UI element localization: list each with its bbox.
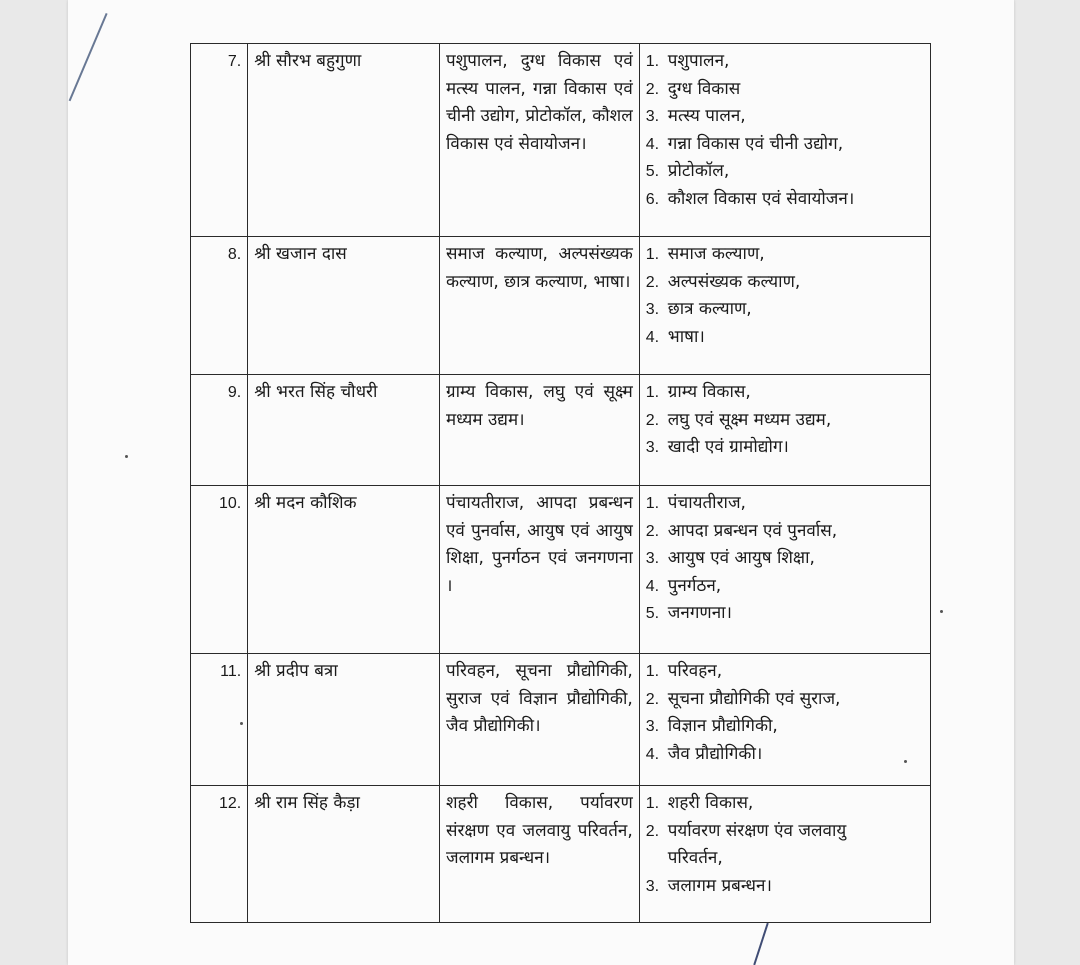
departments-summary: शहरी विकास, पर्यावरण संरक्षण एव जलवायु परिवर्तन, जलागम प्रबन्धन। [439, 786, 639, 923]
minister-portfolio-table [190, 43, 931, 923]
list-item [646, 434, 924, 462]
serial-number: 11. [191, 654, 248, 786]
list-item-number: 3. [645, 550, 660, 567]
list-item [646, 158, 924, 186]
serial-number: 12. [191, 786, 248, 923]
list-item-number: 4. [645, 577, 660, 595]
list-item-number: 2. [645, 80, 660, 98]
serial-number: 8. [191, 237, 248, 375]
list-item-text: अल्पसंख्यक कल्याण, [667, 271, 801, 292]
list-item-text: जनगणना। [667, 603, 732, 623]
list-item-text: विज्ञान प्रौद्योगिकी, [667, 716, 778, 736]
list-item [646, 103, 924, 131]
list-item-text: छात्र कल्याण, [667, 299, 752, 319]
list-item-number: 3. [645, 108, 660, 125]
list-item [646, 741, 924, 769]
list-item-text: पशुपालन, [667, 51, 730, 71]
list-item-text: आयुष एवं आयुष शिक्षा, [667, 548, 815, 568]
list-item-number: 3. [645, 301, 660, 318]
list-item-number: 1. [645, 53, 660, 70]
list-item [646, 790, 924, 818]
list-item-text: जैव प्रौद्योगिकी। [667, 743, 763, 764]
speck-mark [125, 455, 128, 458]
departments-summary: परिवहन, सूचना प्रौद्योगिकी, सुराज एवं विज्ञान प्रौद्योगिकी, जैव प्रौद्योगिकी। [439, 654, 639, 786]
list-item-text: दुग्ध विकास [667, 78, 741, 99]
list-item [646, 518, 924, 546]
list-item [646, 379, 924, 407]
department-list [639, 786, 930, 923]
list-item-number: 2. [645, 822, 660, 840]
list-item [646, 490, 924, 518]
list-item [646, 76, 924, 104]
department-list [639, 44, 930, 237]
table-row [191, 486, 931, 654]
table-row [191, 375, 931, 486]
list-item-number: 6. [645, 190, 660, 208]
list-item [646, 269, 924, 297]
table-row [191, 44, 931, 237]
list-item-number: 2. [645, 273, 660, 291]
departments-summary: समाज कल्याण, अल्पसंख्यक कल्याण, छात्र कल्याण, भाषा। [439, 237, 639, 375]
list-item [646, 573, 924, 601]
departments-summary: पशुपालन, दुग्ध विकास एवं मत्स्य पालन, गन्ना विकास एवं चीनी उद्योग, प्रोटोकॉल, कौशल विकास एवं सेवायोजन। [439, 44, 639, 237]
list-item-number: 1. [645, 246, 660, 263]
list-item-number: 1. [645, 663, 660, 680]
minister-name: श्री मदन कौशिक [248, 486, 440, 654]
department-list [639, 237, 930, 375]
list-item-text: पंचायतीराज, [667, 493, 746, 513]
list-item-text: समाज कल्याण, [667, 244, 765, 264]
minister-name: श्री भरत सिंह चौधरी [248, 375, 440, 486]
list-item-number: 2. [645, 411, 660, 429]
list-item-text: लघु एवं सूक्ष्म मध्यम उद्यम, [667, 409, 832, 430]
list-item-text: जलागम प्रबन्धन। [667, 875, 772, 896]
list-item [646, 48, 924, 76]
list-item [646, 131, 924, 159]
list-item [646, 407, 924, 435]
list-item [646, 713, 924, 741]
list-item [646, 658, 924, 686]
list-item-number: 3. [645, 877, 660, 895]
list-item [646, 186, 924, 214]
list-item-text: कौशल विकास एवं सेवायोजन। [667, 188, 855, 209]
list-item [646, 686, 924, 714]
list-item [646, 241, 924, 269]
minister-name: श्री खजान दास [248, 237, 440, 375]
list-item-text: आपदा प्रबन्धन एवं पुनर्वास, [667, 520, 838, 541]
list-item-text: ग्राम्य विकास, [667, 382, 751, 402]
list-item-text: परिवहन, [667, 661, 723, 681]
serial-number: 7. [191, 44, 248, 237]
list-item-number: 3. [645, 439, 660, 456]
minister-name: श्री राम सिंह कैड़ा [248, 786, 440, 923]
list-item-text: भाषा। [667, 326, 705, 347]
minister-name: श्री सौरभ बहुगुणा [248, 44, 440, 237]
list-item-text: खादी एवं ग्रामोद्योग। [667, 437, 789, 457]
list-item [646, 845, 924, 873]
list-item-number: 2. [645, 522, 660, 540]
list-item-number: 1. [645, 795, 660, 812]
list-item-number: 3. [645, 718, 660, 735]
list-item-number: 4. [645, 745, 660, 763]
list-item-text: गन्ना विकास एवं चीनी उद्योग, [667, 133, 844, 154]
table-row [191, 237, 931, 375]
list-item [646, 818, 924, 846]
speck-mark [940, 610, 943, 613]
list-item-text: मत्स्य पालन, [667, 106, 746, 126]
minister-name: श्री प्रदीप बत्रा [248, 654, 440, 786]
list-item-text: पुनर्गठन, [667, 575, 722, 596]
list-item [646, 600, 924, 628]
serial-number: 10. [191, 486, 248, 654]
list-item-text: शहरी विकास, [667, 793, 754, 813]
department-list [639, 654, 930, 786]
list-item-text: प्रोटोकॉल, [667, 161, 730, 181]
list-item [646, 873, 924, 901]
serial-number: 9. [191, 375, 248, 486]
list-item-number: 4. [645, 328, 660, 346]
list-item-text: पर्यावरण संरक्षण एंव जलवायु [667, 820, 847, 841]
list-item-number: 1. [645, 495, 660, 512]
list-item-number: 4. [645, 135, 660, 153]
list-item-number: 1. [645, 384, 660, 401]
list-item [646, 296, 924, 324]
list-item-number: 5. [645, 163, 660, 180]
department-list [639, 375, 930, 486]
departments-summary: ग्राम्य विकास, लघु एवं सूक्ष्म मध्यम उद्यम। [439, 375, 639, 486]
table-row [191, 654, 931, 786]
list-item-text: परिवर्तन, [667, 848, 723, 868]
list-item-text: सूचना प्रौद्योगिकी एवं सुराज, [667, 688, 841, 709]
list-item [646, 545, 924, 573]
department-list [639, 486, 930, 654]
departments-summary: पंचायतीराज, आपदा प्रबन्धन एवं पुनर्वास, आयुष एवं आयुष शिक्षा, पुनर्गठन एवं जनगणना । [439, 486, 639, 654]
table-row [191, 786, 931, 923]
list-item-number: 2. [645, 690, 660, 708]
list-item-number: 5. [645, 605, 660, 622]
list-item [646, 324, 924, 352]
table-body [191, 44, 931, 923]
